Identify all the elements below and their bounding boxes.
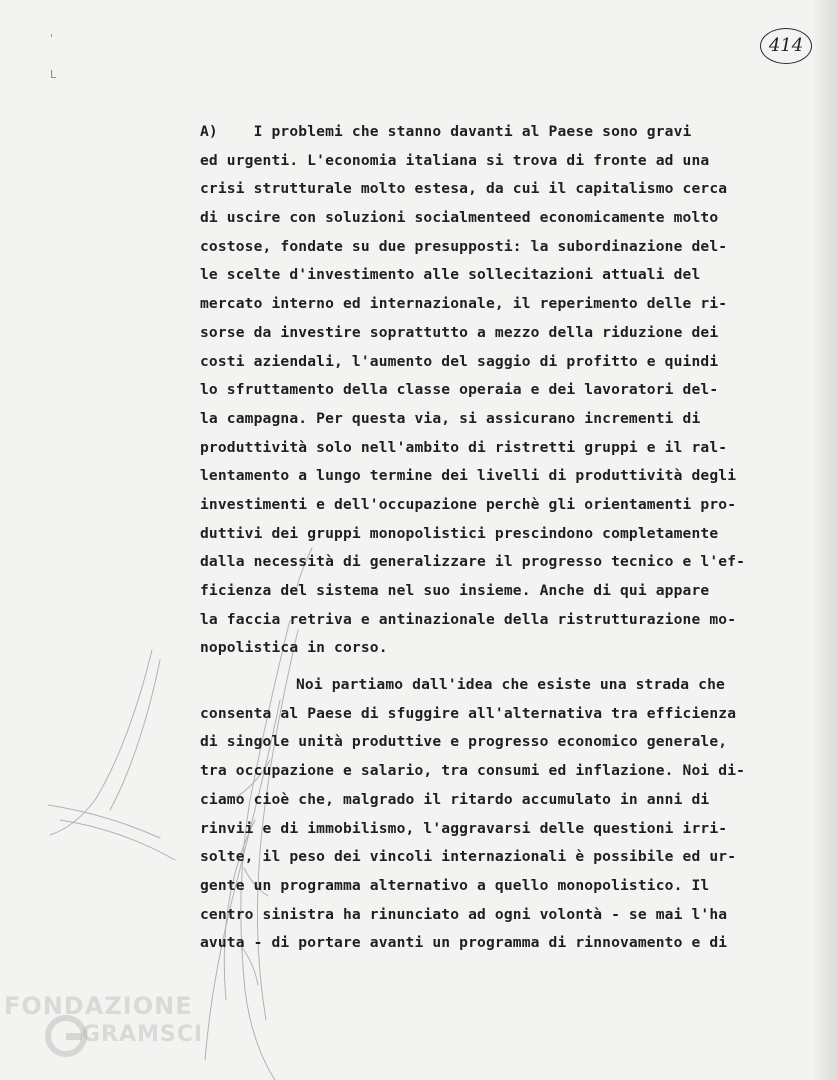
watermark-line-1: FONDAZIONE bbox=[4, 992, 193, 1020]
typed-text-block bbox=[200, 118, 790, 958]
text-line: A) I problemi che stanno davanti al Paese sono gravi bbox=[200, 123, 692, 140]
text-line: costose, fondate su due presupposti: la subordinazione del- bbox=[200, 237, 728, 255]
text-line: tra occupazione e salario, tra consumi ed inflazione. Noi di- bbox=[200, 762, 746, 780]
text-line: crisi strutturale molto estesa, da cui il capitalismo cerca bbox=[200, 180, 728, 198]
text-line: ficienza del sistema nel suo insieme. Anche di qui appare bbox=[200, 582, 710, 599]
margin-mark: L bbox=[50, 68, 57, 81]
text-line: nopolistica in corso. bbox=[200, 639, 388, 657]
text-line: le scelte d'investimento alle sollecitazioni attuali del bbox=[200, 266, 701, 284]
text-line: rinvii e di immobilismo, l'aggravarsi delle questioni irri- bbox=[200, 819, 728, 837]
text-line: la campagna. Per questa via, si assicurano incrementi di bbox=[200, 409, 701, 427]
text-line: centro sinistra ha rinunciato ad ogni volontà - se mai l'ha bbox=[200, 905, 728, 923]
text-line: Noi partiamo dall'idea che esiste una strada che bbox=[296, 676, 725, 694]
text-line: duttivi dei gruppi monopolistici prescindono completamente bbox=[200, 524, 719, 542]
text-line: avuta - di portare avanti un programma di rinnovamento e di bbox=[200, 934, 728, 952]
text-line: produttività solo nell'ambito di ristretti gruppi e il ral- bbox=[200, 438, 728, 456]
margin-mark: ' bbox=[50, 32, 54, 45]
text-line: di singole unità produttive e progresso economico generale, bbox=[200, 733, 728, 751]
text-line: gente un programma alternativo a quello monopolistico. Il bbox=[200, 876, 710, 894]
text-line: di uscire con soluzioni socialmenteed economicamente molto bbox=[200, 209, 719, 227]
text-line: solte, il peso dei vincoli internazionali è possibile ed ur- bbox=[200, 848, 737, 866]
text-line: lo sfruttamento della classe operaia e dei lavoratori del- bbox=[200, 381, 719, 399]
text-line: dalla necessità di generalizzare il progresso tecnico e l'ef- bbox=[200, 553, 746, 571]
text-line: consenta al Paese di sfuggire all'alternativa tra efficienza bbox=[200, 704, 737, 722]
text-line: lentamento a lungo termine dei livelli di produttività degli bbox=[200, 467, 737, 485]
text-line: investimenti e dell'occupazione perchè gli orientamenti pro- bbox=[200, 495, 737, 513]
text-line: sorse da investire soprattutto a mezzo della riduzione dei bbox=[200, 323, 719, 341]
text-line: ed urgenti. L'economia italiana si trova di fronte ad una bbox=[200, 151, 710, 169]
page-number-circle: 414 bbox=[760, 28, 812, 64]
text-line: mercato interno ed internazionale, il reperimento delle ri- bbox=[200, 295, 728, 313]
archive-watermark bbox=[4, 988, 204, 1073]
paragraph-gap bbox=[200, 663, 790, 671]
text-line: costi aziendali, l'aumento del saggio di profitto e quindi bbox=[200, 352, 719, 370]
watermark-line-2: GRAMSCI bbox=[82, 1022, 204, 1047]
text-line: la faccia retriva e antinazionale della ristrutturazione mo- bbox=[200, 610, 737, 628]
text-line: ciamo cioè che, malgrado il ritardo accumulato in anni di bbox=[200, 790, 710, 808]
